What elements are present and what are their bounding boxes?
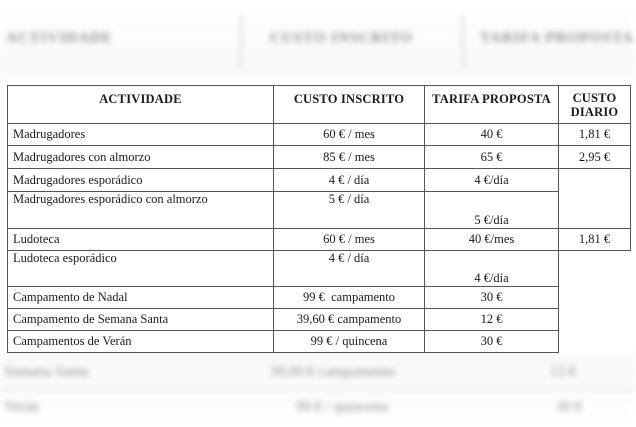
blurred-divider (462, 14, 464, 70)
cell-cost: 4 € / día (274, 169, 425, 192)
cell-daily: 1,81 € (559, 124, 631, 146)
table-row (8, 251, 631, 287)
header-rate: TARIFA PROPOSTA (425, 86, 559, 124)
cell-activity: Madrugadores esporádico con almorzo (8, 192, 274, 229)
header-cost: CUSTO INSCRITO (274, 86, 425, 124)
table-row (8, 331, 631, 353)
cell-cost: 85 € / mes (274, 146, 425, 169)
cell-rate: 4 €/día (425, 251, 559, 287)
cell-activity: Ludoteca esporádico (8, 251, 274, 287)
cell-activity: Campamento de Semana Santa (8, 309, 274, 331)
cell-rate: 12 € (425, 309, 559, 331)
cell-rate: 5 €/día (425, 192, 559, 229)
cell-cost: 60 € / mes (274, 229, 425, 251)
cell-rate: 40 € (425, 124, 559, 146)
table-row (8, 146, 631, 169)
table-row (8, 309, 631, 331)
cell-rate: 30 € (425, 287, 559, 309)
cell-daily: 2,95 € (559, 146, 631, 169)
cell-cost: 60 € / mes (274, 124, 425, 146)
blurred-row-value: 99 € / quincena (296, 399, 389, 415)
fees-table (7, 85, 631, 353)
cell-cost: 99 € / quincena (274, 331, 425, 353)
cell-cost: 4 € / día (274, 251, 425, 287)
cell-daily-empty (559, 251, 631, 353)
cell-rate: 30 € (425, 331, 559, 353)
cell-activity: Madrugadores (8, 124, 274, 146)
cell-cost: 99 € campamento (274, 287, 425, 309)
cell-activity: Campamentos de Verán (8, 331, 274, 353)
cell-cost: 39,60 € campamento (274, 309, 425, 331)
table-row (8, 124, 631, 146)
cell-daily: 1,81 € (559, 229, 631, 251)
blurred-divider (0, 388, 636, 390)
cell-activity: Madrugadores esporádico (8, 169, 274, 192)
cell-rate: 65 € (425, 146, 559, 169)
blurred-row-rate: 12 € (550, 364, 577, 380)
cell-activity: Ludoteca (8, 229, 274, 251)
blurred-row-rate: 30 € (556, 399, 583, 415)
blurred-row-label: Semana Santa (4, 364, 89, 380)
cell-daily-empty (559, 169, 631, 229)
header-activity: ACTIVIDADE (8, 86, 274, 124)
blurred-divider (240, 14, 242, 70)
table-row (8, 287, 631, 309)
cell-rate: 4 €/día (425, 169, 559, 192)
blurred-header-rate: TARIFA PROPOSTA (480, 30, 634, 46)
cell-cost: 5 € / día (274, 192, 425, 229)
blurred-row-value: 39,60 € campamento (270, 364, 396, 380)
blurred-row-label: Verán (4, 399, 39, 415)
blurred-header-activity: ACTIVIDADE (6, 30, 113, 46)
blurred-background-top (0, 0, 636, 78)
blurred-background-bottom (0, 354, 636, 427)
table-header-row (8, 86, 631, 124)
table-row (8, 192, 631, 229)
blurred-header-cost: CUSTO INSCRITO (270, 30, 414, 46)
cell-activity: Campamento de Nadal (8, 287, 274, 309)
cell-rate: 40 €/mes (425, 229, 559, 251)
header-daily: CUSTO DIARIO (559, 86, 631, 124)
cell-activity: Madrugadores con almorzo (8, 146, 274, 169)
table-row (8, 229, 631, 251)
table-row (8, 169, 631, 192)
